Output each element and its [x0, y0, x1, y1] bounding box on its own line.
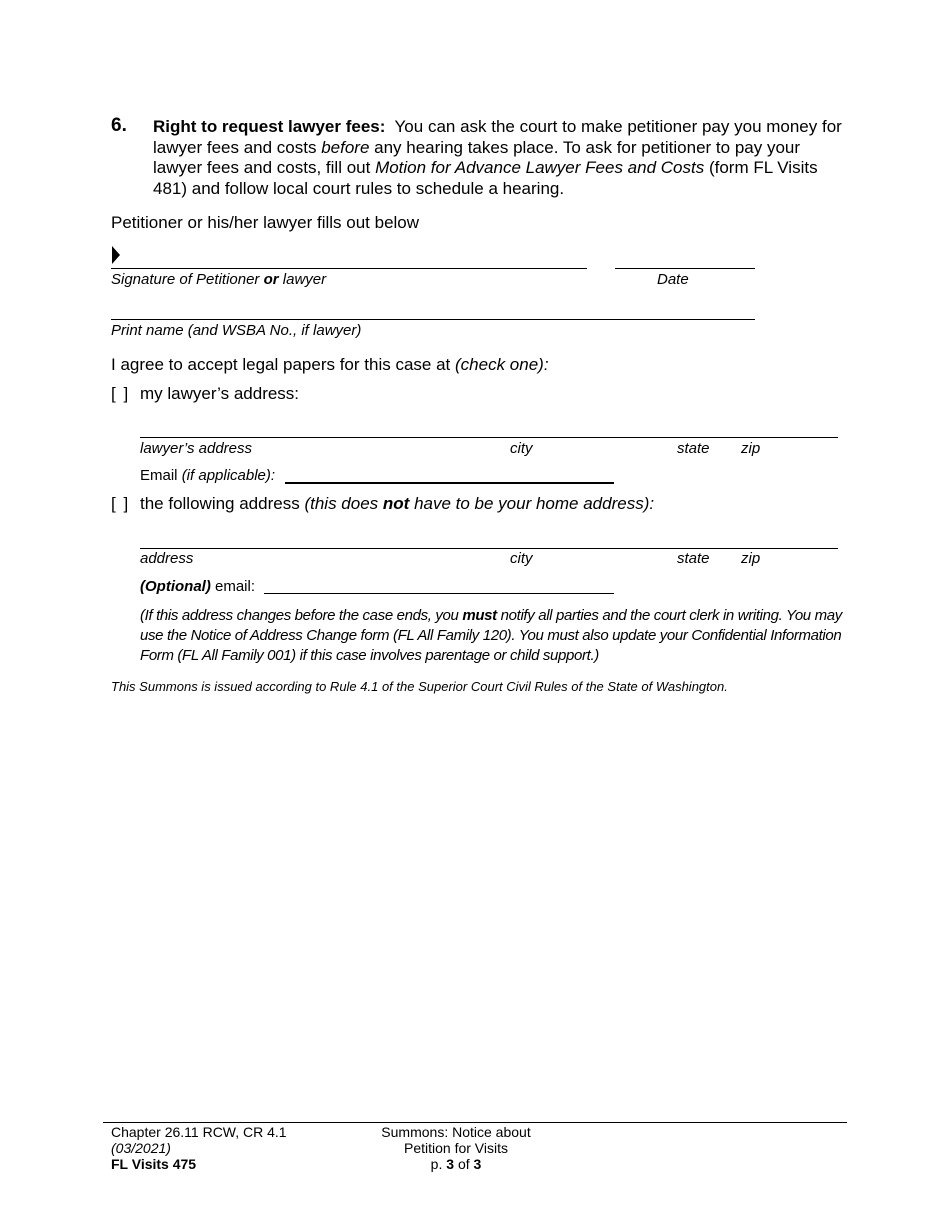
- date-label: Date: [657, 271, 689, 288]
- lawyer-city-label: city: [510, 440, 533, 457]
- section-text: any hearing takes place. To ask for petitioner to pay your lawyer fees and costs, fill out: [153, 137, 801, 177]
- city-label: city: [510, 550, 533, 567]
- address-label: address: [140, 550, 194, 567]
- section-heading: Right to request lawyer fees:: [153, 117, 386, 136]
- accept-papers-intro: I agree to accept legal papers for this case at (check one):: [111, 355, 549, 374]
- footer-statute: Chapter 26.11 RCW, CR 4.1: [111, 1124, 287, 1140]
- signature-line[interactable]: [111, 268, 587, 269]
- lawyer-address-line[interactable]: [140, 437, 838, 438]
- print-name-label: Print name (and WSBA No., if lawyer): [111, 322, 362, 339]
- state-label: state: [677, 550, 710, 567]
- form-title-reference: Motion for Advance Lawyer Fees and Costs: [375, 158, 705, 177]
- footer-page-number: p. 3 of 3: [430, 1156, 482, 1172]
- lawyer-email-field[interactable]: [285, 482, 614, 484]
- lawyer-state-label: state: [677, 440, 710, 457]
- lawyer-email-label: Email (if applicable):: [140, 467, 276, 484]
- optional-email-field[interactable]: [264, 593, 614, 594]
- section-text-emphasis: before: [321, 137, 370, 157]
- footer-title-2: Petition for Visits: [403, 1140, 508, 1156]
- zip-label: zip: [741, 550, 761, 567]
- lawyer-address-label: lawyer’s address: [140, 440, 252, 457]
- date-line[interactable]: [615, 268, 755, 269]
- lawyer-address-checkbox[interactable]: [ ]: [111, 384, 129, 403]
- footer-divider: [103, 1122, 847, 1123]
- footer-title-1: Summons: Notice about: [381, 1124, 531, 1140]
- section-number: 6.: [111, 115, 127, 136]
- section-text: You can ask the court to make petitioner pay you money for lawyer fees and costs: [153, 117, 842, 157]
- following-address-option-label: the following address (this does not have to be your home address):: [140, 494, 655, 513]
- signature-marker-icon: [112, 246, 120, 264]
- section-text: (form FL Visits 481) and follow local court rules to schedule a hearing.: [153, 158, 818, 198]
- lawyer-address-option-label: my lawyer’s address:: [140, 384, 300, 403]
- petitioner-intro: Petitioner or his/her lawyer fills out below: [111, 213, 420, 232]
- optional-email-label: (Optional) email:: [140, 578, 256, 595]
- address-change-notice: (If this address changes before the case ends, you must notify all parties and the court clerk in writing. You may use the Notice of Address Change form (FL All Family 120). You must also update your Confidential Information Form (FL All Family 001) if this case involves parentage or child support.): [140, 607, 842, 664]
- address-line[interactable]: [140, 548, 838, 549]
- rule-note: This Summons is issued according to Rule 4.1 of the Superior Court Civil Rules of the State of Washington.: [111, 679, 728, 694]
- following-address-checkbox[interactable]: [ ]: [111, 494, 129, 513]
- lawyer-zip-label: zip: [741, 440, 761, 457]
- footer-date: (03/2021): [111, 1140, 171, 1156]
- footer-form-id: FL Visits 475: [111, 1156, 197, 1172]
- section-6-paragraph: [153, 117, 843, 199]
- signature-label: Signature of Petitioner or lawyer: [111, 271, 327, 288]
- print-name-line[interactable]: [111, 319, 755, 320]
